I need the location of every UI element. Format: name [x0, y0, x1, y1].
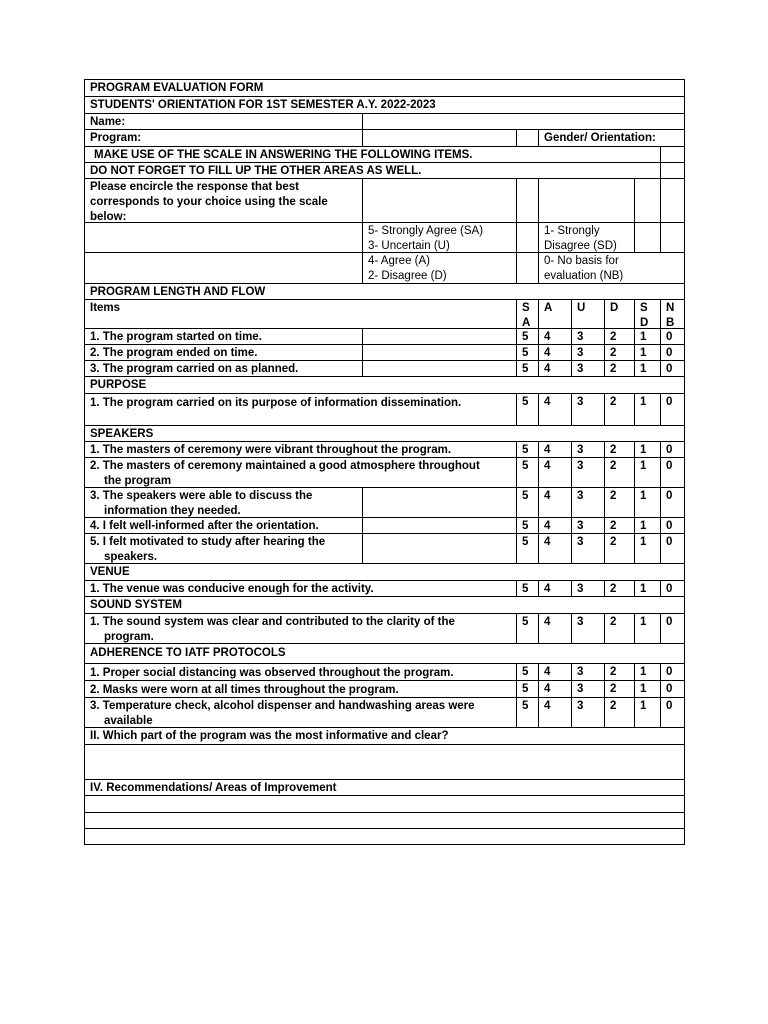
item-row — [85, 394, 684, 426]
rating-nb[interactable]: 0 — [660, 458, 684, 487]
item-text: 1. The masters of ceremony were vibrant throughout the program. — [90, 444, 452, 456]
section-speakers-heading: SPEAKERS — [90, 428, 154, 440]
rating-nb[interactable]: 0 — [660, 488, 684, 517]
rating-nb[interactable]: 0 — [660, 681, 684, 697]
rating-u[interactable]: 3 — [571, 664, 604, 680]
rating-a[interactable]: 4 — [538, 534, 571, 563]
item-row — [85, 664, 684, 681]
program-label: Program: — [90, 132, 142, 144]
blank-cell — [85, 253, 362, 283]
blank-cell — [362, 534, 516, 563]
rating-u[interactable]: 3 — [571, 581, 604, 596]
item-text: 3. The speakers were able to discuss the information they needed. — [90, 490, 313, 517]
rating-sd[interactable]: 1 — [634, 345, 660, 360]
blank-cell — [362, 179, 516, 222]
item-row — [85, 329, 684, 345]
scale-row-1 — [85, 223, 684, 253]
rating-sa[interactable]: 5 — [516, 664, 538, 680]
blank-cell — [516, 179, 538, 222]
answer-line-1[interactable] — [85, 796, 684, 812]
rating-d[interactable]: 2 — [604, 681, 634, 697]
item-text: 2. Masks were worn at all times throughout the program. — [90, 684, 399, 696]
rating-nb[interactable]: 0 — [660, 361, 684, 376]
answer-field-ii[interactable] — [85, 745, 684, 779]
item-row — [85, 518, 684, 534]
scale-a-d: 4- Agree (A) 2- Disagree (D) — [362, 253, 516, 283]
blank-cell — [516, 253, 538, 283]
item-row — [85, 361, 684, 377]
rating-u[interactable]: 3 — [571, 534, 604, 563]
sd-column-header: S D — [634, 300, 660, 328]
answer-row — [85, 745, 684, 780]
answer-line-3[interactable] — [85, 829, 684, 844]
rating-sd[interactable]: 1 — [634, 458, 660, 487]
blank-cell — [85, 223, 362, 252]
section-length-heading: PROGRAM LENGTH AND FLOW — [90, 286, 266, 298]
rating-u[interactable]: 3 — [571, 614, 604, 643]
rating-nb[interactable]: 0 — [660, 614, 684, 643]
rating-nb[interactable]: 0 — [660, 345, 684, 360]
item-text: 1. Proper social distancing was observed throughout the program. — [90, 667, 454, 679]
rating-sd[interactable]: 1 — [634, 698, 660, 727]
answer-row — [85, 796, 684, 813]
rating-sa[interactable]: 5 — [516, 488, 538, 517]
item-text: 4. I felt well-informed after the orientation. — [90, 520, 319, 532]
rating-a[interactable]: 4 — [538, 458, 571, 487]
rating-nb[interactable]: 0 — [660, 698, 684, 727]
item-text: 3. Temperature check, alcohol dispenser and handwashing areas were available — [90, 700, 475, 727]
rating-a[interactable]: 4 — [538, 394, 571, 425]
item-row — [85, 534, 684, 564]
items-header-row — [85, 300, 684, 329]
instruction-row-1 — [85, 147, 684, 163]
rating-a[interactable]: 4 — [538, 361, 571, 376]
rating-u[interactable]: 3 — [571, 345, 604, 360]
rating-sa[interactable]: 5 — [516, 534, 538, 563]
blank-cell — [362, 329, 516, 344]
rating-sa[interactable]: 5 — [516, 394, 538, 425]
rating-nb[interactable]: 0 — [660, 534, 684, 563]
name-row — [85, 114, 684, 130]
rating-u[interactable]: 3 — [571, 698, 604, 727]
answer-row — [85, 813, 684, 829]
blank-cell — [538, 179, 634, 222]
subtitle-row — [85, 97, 684, 114]
rating-sa[interactable]: 5 — [516, 329, 538, 344]
question-row — [85, 780, 684, 796]
rating-d[interactable]: 2 — [604, 488, 634, 517]
rating-d[interactable]: 2 — [604, 581, 634, 596]
section-row — [85, 564, 684, 581]
rating-nb[interactable]: 0 — [660, 664, 684, 680]
encircle-instruction: Please encircle the response that best corresponds to your choice using the scale below: — [90, 181, 328, 222]
rating-sa[interactable]: 5 — [516, 614, 538, 643]
item-text: 1. The program started on time. — [90, 331, 262, 343]
item-text: 1. The venue was conducive enough for the activity. — [90, 583, 374, 595]
question-row — [85, 728, 684, 745]
rating-a[interactable]: 4 — [538, 345, 571, 360]
rating-nb[interactable]: 0 — [660, 442, 684, 457]
items-column-header: Items — [90, 302, 121, 314]
rating-a[interactable]: 4 — [538, 581, 571, 596]
section-purpose-heading: PURPOSE — [90, 379, 147, 391]
rating-nb[interactable]: 0 — [660, 581, 684, 596]
question-ii: II. Which part of the program was the most informative and clear? — [90, 730, 449, 742]
blank-cell — [634, 223, 660, 252]
blank-cell — [516, 223, 538, 252]
rating-sd[interactable]: 1 — [634, 518, 660, 533]
rating-sa[interactable]: 5 — [516, 345, 538, 360]
item-row — [85, 614, 684, 644]
form-title: PROGRAM EVALUATION FORM — [90, 82, 264, 94]
rating-sd[interactable]: 1 — [634, 442, 660, 457]
scale-sd: 1- Strongly Disagree (SD) — [538, 223, 634, 252]
item-row — [85, 581, 684, 597]
rating-sa[interactable]: 5 — [516, 681, 538, 697]
rating-d[interactable]: 2 — [604, 394, 634, 425]
blank-cell — [660, 147, 684, 162]
gender-label: Gender/ Orientation: — [538, 130, 684, 146]
name-field[interactable] — [362, 114, 684, 129]
instruction-row-2 — [85, 163, 684, 179]
item-row — [85, 442, 684, 458]
rating-sd[interactable]: 1 — [634, 681, 660, 697]
rating-u[interactable]: 3 — [571, 442, 604, 457]
section-row — [85, 597, 684, 614]
instruction-line-2: DO NOT FORGET TO FILL UP THE OTHER AREAS AS WELL. — [90, 165, 422, 177]
rating-d[interactable]: 2 — [604, 518, 634, 533]
blank-cell — [362, 488, 516, 517]
blank-cell — [660, 179, 684, 222]
section-row — [85, 377, 684, 394]
rating-sd[interactable]: 1 — [634, 394, 660, 425]
blank-cell — [634, 179, 660, 222]
item-text: 2. The program ended on time. — [90, 347, 258, 359]
question-iv: IV. Recommendations/ Areas of Improvement — [90, 782, 337, 794]
rating-u[interactable]: 3 — [571, 518, 604, 533]
item-row — [85, 345, 684, 361]
blank-cell — [660, 223, 684, 252]
section-venue-heading: VENUE — [90, 566, 130, 578]
section-row — [85, 644, 684, 664]
answer-row — [85, 829, 684, 844]
rating-u[interactable]: 3 — [571, 458, 604, 487]
rating-sa[interactable]: 5 — [516, 518, 538, 533]
program-field[interactable] — [362, 130, 516, 146]
item-row — [85, 458, 684, 488]
blank-cell — [660, 163, 684, 178]
rating-d[interactable]: 2 — [604, 534, 634, 563]
rating-a[interactable]: 4 — [538, 681, 571, 697]
item-row — [85, 488, 684, 518]
item-text: 1. The program carried on its purpose of information dissemination. — [90, 397, 462, 409]
rating-sa[interactable]: 5 — [516, 442, 538, 457]
rating-sd[interactable]: 1 — [634, 534, 660, 563]
rating-a[interactable]: 4 — [538, 664, 571, 680]
rating-d[interactable]: 2 — [604, 442, 634, 457]
rating-sd[interactable]: 1 — [634, 664, 660, 680]
rating-d[interactable]: 2 — [604, 361, 634, 376]
d-column-header: D — [604, 300, 634, 328]
instruction-line-1: MAKE USE OF THE SCALE IN ANSWERING THE FOLLOWING ITEMS. — [94, 149, 473, 161]
blank-cell — [362, 361, 516, 376]
rating-sd[interactable]: 1 — [634, 329, 660, 344]
rating-d[interactable]: 2 — [604, 698, 634, 727]
rating-d[interactable]: 2 — [604, 329, 634, 344]
blank-cell — [362, 345, 516, 360]
rating-u[interactable]: 3 — [571, 488, 604, 517]
program-row — [85, 130, 684, 147]
u-column-header: U — [571, 300, 604, 328]
rating-a[interactable]: 4 — [538, 614, 571, 643]
rating-sa[interactable]: 5 — [516, 458, 538, 487]
rating-u[interactable]: 3 — [571, 394, 604, 425]
rating-sa[interactable]: 5 — [516, 361, 538, 376]
rating-u[interactable]: 3 — [571, 361, 604, 376]
rating-u[interactable]: 3 — [571, 329, 604, 344]
blank-cell — [362, 518, 516, 533]
rating-a[interactable]: 4 — [538, 442, 571, 457]
item-text: 2. The masters of ceremony maintained a good atmosphere throughout the program — [90, 460, 480, 487]
a-column-header: A — [538, 300, 571, 328]
rating-nb[interactable]: 0 — [660, 518, 684, 533]
name-label: Name: — [90, 116, 126, 128]
rating-d[interactable]: 2 — [604, 614, 634, 643]
section-row — [85, 426, 684, 442]
rating-sa[interactable]: 5 — [516, 581, 538, 596]
item-text: 3. The program carried on as planned. — [90, 363, 299, 375]
encircle-row — [85, 179, 684, 223]
rating-d[interactable]: 2 — [604, 664, 634, 680]
rating-sa[interactable]: 5 — [516, 698, 538, 727]
item-row — [85, 681, 684, 698]
evaluation-form — [84, 79, 685, 845]
section-sound-heading: SOUND SYSTEM — [90, 599, 183, 611]
rating-a[interactable]: 4 — [538, 488, 571, 517]
rating-d[interactable]: 2 — [604, 458, 634, 487]
rating-nb[interactable]: 0 — [660, 329, 684, 344]
answer-line-2[interactable] — [85, 813, 684, 828]
scale-nb: 0- No basis for evaluation (NB) — [538, 253, 684, 283]
section-row — [85, 284, 684, 300]
rating-a[interactable]: 4 — [538, 698, 571, 727]
scale-sa-u: 5- Strongly Agree (SA) 3- Uncertain (U) — [362, 223, 516, 252]
rating-d[interactable]: 2 — [604, 345, 634, 360]
item-row — [85, 698, 684, 728]
rating-u[interactable]: 3 — [571, 681, 604, 697]
scale-row-2 — [85, 253, 684, 284]
rating-sd[interactable]: 1 — [634, 488, 660, 517]
nb-column-header: N B — [660, 300, 684, 328]
rating-a[interactable]: 4 — [538, 518, 571, 533]
rating-a[interactable]: 4 — [538, 329, 571, 344]
rating-sd[interactable]: 1 — [634, 581, 660, 596]
item-text: 5. I felt motivated to study after hearing the speakers. — [90, 536, 326, 563]
sa-column-header: S A — [516, 300, 538, 328]
title-row — [85, 80, 684, 97]
form-subtitle: STUDENTS' ORIENTATION FOR 1ST SEMESTER A.Y. 2022-2023 — [90, 99, 436, 111]
rating-sd[interactable]: 1 — [634, 614, 660, 643]
rating-sd[interactable]: 1 — [634, 361, 660, 376]
rating-nb[interactable]: 0 — [660, 394, 684, 425]
program-spacer — [516, 130, 538, 146]
section-iatf-heading: ADHERENCE TO IATF PROTOCOLS — [90, 647, 286, 659]
item-text: 1. The sound system was clear and contributed to the clarity of the program. — [90, 616, 455, 643]
